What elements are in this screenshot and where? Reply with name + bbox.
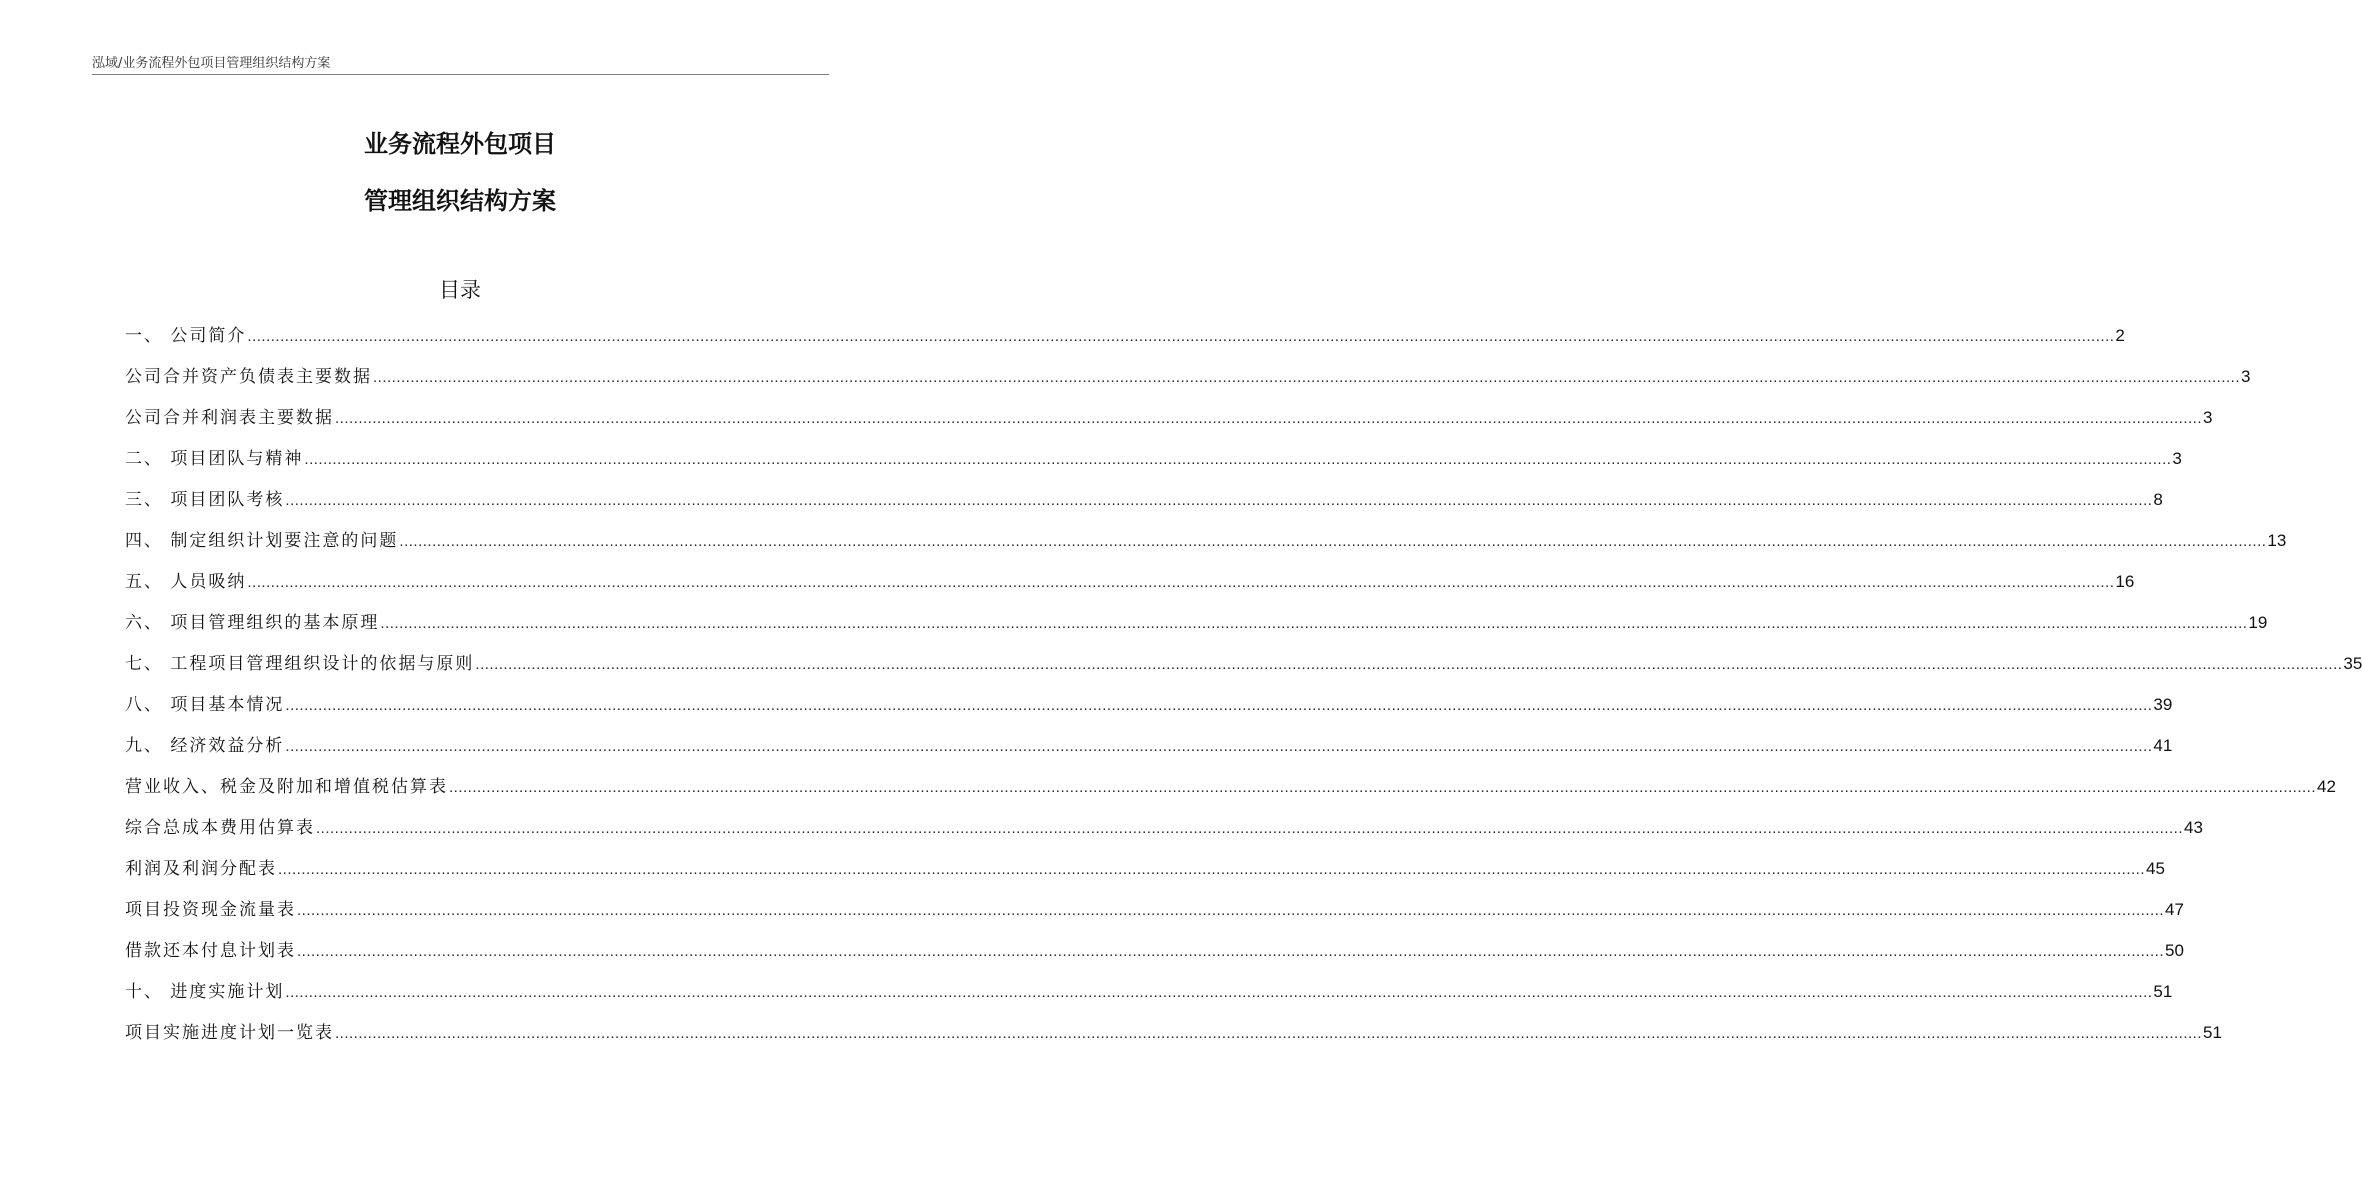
toc-entry-label: 九、 经济效益分析 — [125, 736, 285, 756]
toc-entry-page-number: 3 — [2203, 408, 2213, 427]
toc-entry[interactable] — [125, 365, 2251, 406]
toc-entry-page-number: 2 — [2115, 326, 2125, 345]
toc-entry[interactable] — [125, 816, 2203, 857]
toc-entry-label: 二、 项目团队与精神 — [125, 449, 304, 469]
toc-entry-label: 利润及利润分配表 — [125, 859, 277, 879]
toc-entry-page-number: 3 — [2241, 367, 2251, 386]
header-text: 泓域/业务流程外包项目管理组织结构方案 — [92, 56, 331, 71]
toc-entry[interactable] — [125, 570, 2135, 611]
toc-dot-leader: ................................................................................................................................................................................................................................................................................................................................................................................................................ — [399, 533, 2267, 550]
toc-entry-label: 借款还本付息计划表 — [125, 941, 296, 961]
toc-dot-leader: ................................................................................................................................................................................................................................................................................................................................................................................................................ — [285, 492, 2153, 509]
toc-entry-label: 公司合并利润表主要数据 — [125, 408, 334, 428]
toc-entry-label: 综合总成本费用估算表 — [125, 818, 315, 838]
toc-entry-label: 三、 项目团队考核 — [125, 490, 285, 510]
toc-dot-leader: ................................................................................................................................................................................................................................................................................................................................................................................................................ — [247, 328, 2115, 345]
toc-dot-leader: ................................................................................................................................................................................................................................................................................................................................................................................................................ — [297, 943, 2164, 960]
toc-dot-leader: ................................................................................................................................................................................................................................................................................................................................................................................................................ — [278, 861, 2145, 878]
toc-entry[interactable] — [125, 939, 2184, 980]
toc-entry[interactable] — [125, 775, 2336, 816]
toc-dot-leader: ................................................................................................................................................................................................................................................................................................................................................................................................................ — [285, 984, 2153, 1001]
document-title-line-2: 管理组织结构方案 — [364, 187, 556, 215]
toc-entry[interactable] — [125, 529, 2287, 570]
toc-entry[interactable] — [125, 406, 2213, 447]
toc-entry-label: 项目投资现金流量表 — [125, 900, 296, 920]
toc-dot-leader: ................................................................................................................................................................................................................................................................................................................................................................................................................ — [335, 1025, 2202, 1042]
toc-entry-page-number: 16 — [2115, 572, 2135, 591]
toc-entry-label: 一、 公司简介 — [125, 326, 247, 346]
toc-entry[interactable] — [125, 611, 2268, 652]
page-header — [92, 52, 829, 75]
toc-entry[interactable] — [125, 857, 2165, 898]
toc-entry[interactable] — [125, 488, 2163, 529]
toc-entry-page-number: 8 — [2153, 490, 2163, 509]
toc-entry[interactable] — [125, 898, 2184, 939]
toc-entry-page-number: 45 — [2146, 859, 2165, 878]
toc-dot-leader: ................................................................................................................................................................................................................................................................................................................................................................................................................ — [335, 410, 2202, 427]
toc-entry-page-number: 42 — [2317, 777, 2336, 796]
toc-dot-leader: ................................................................................................................................................................................................................................................................................................................................................................................................................ — [247, 574, 2115, 591]
toc-dot-leader: ................................................................................................................................................................................................................................................................................................................................................................................................................ — [475, 656, 2343, 673]
toc-entry[interactable] — [125, 324, 2125, 365]
toc-entry-label: 项目实施进度计划一览表 — [125, 1023, 334, 1043]
toc-entry[interactable] — [125, 1021, 2222, 1062]
toc-entry-page-number: 43 — [2184, 818, 2203, 837]
toc-entry-page-number: 39 — [2153, 695, 2173, 714]
toc-entry-page-number: 3 — [2172, 449, 2182, 468]
toc-entry-label: 五、 人员吸纳 — [125, 572, 247, 592]
toc-heading: 目录 — [439, 278, 481, 302]
toc-entry[interactable] — [125, 734, 2173, 775]
toc-dot-leader: ................................................................................................................................................................................................................................................................................................................................................................................................................ — [285, 738, 2153, 755]
toc-entry-page-number: 47 — [2165, 900, 2184, 919]
toc-entry-label: 营业收入、税金及附加和增值税估算表 — [125, 777, 448, 797]
toc-entry-page-number: 19 — [2248, 613, 2268, 632]
table-of-contents — [125, 324, 2362, 1062]
toc-entry-label: 七、 工程项目管理组织设计的依据与原则 — [125, 654, 475, 674]
toc-entry-page-number: 51 — [2153, 982, 2173, 1001]
toc-entry-page-number: 41 — [2153, 736, 2173, 755]
toc-dot-leader: ................................................................................................................................................................................................................................................................................................................................................................................................................ — [449, 779, 2316, 796]
toc-entry[interactable] — [125, 652, 2362, 693]
toc-dot-leader: ................................................................................................................................................................................................................................................................................................................................................................................................................ — [373, 369, 2240, 386]
toc-entry-page-number: 35 — [2343, 654, 2362, 673]
toc-entry-label: 六、 项目管理组织的基本原理 — [125, 613, 380, 633]
toc-entry[interactable] — [125, 447, 2182, 488]
document-title-line-1: 业务流程外包项目 — [364, 130, 556, 158]
toc-entry[interactable] — [125, 693, 2173, 734]
toc-entry-page-number: 51 — [2203, 1023, 2222, 1042]
toc-entry-label: 八、 项目基本情况 — [125, 695, 285, 715]
toc-dot-leader: ................................................................................................................................................................................................................................................................................................................................................................................................................ — [304, 451, 2172, 468]
toc-dot-leader: ................................................................................................................................................................................................................................................................................................................................................................................................................ — [297, 902, 2164, 919]
toc-entry-label: 十、 进度实施计划 — [125, 982, 285, 1002]
toc-entry-label: 四、 制定组织计划要注意的问题 — [125, 531, 399, 551]
toc-dot-leader: ................................................................................................................................................................................................................................................................................................................................................................................................................ — [380, 615, 2248, 632]
toc-dot-leader: ................................................................................................................................................................................................................................................................................................................................................................................................................ — [316, 820, 2183, 837]
toc-entry-page-number: 13 — [2267, 531, 2287, 550]
toc-entry[interactable] — [125, 980, 2173, 1021]
toc-entry-page-number: 50 — [2165, 941, 2184, 960]
toc-dot-leader: ................................................................................................................................................................................................................................................................................................................................................................................................................ — [285, 697, 2153, 714]
toc-entry-label: 公司合并资产负债表主要数据 — [125, 367, 372, 387]
